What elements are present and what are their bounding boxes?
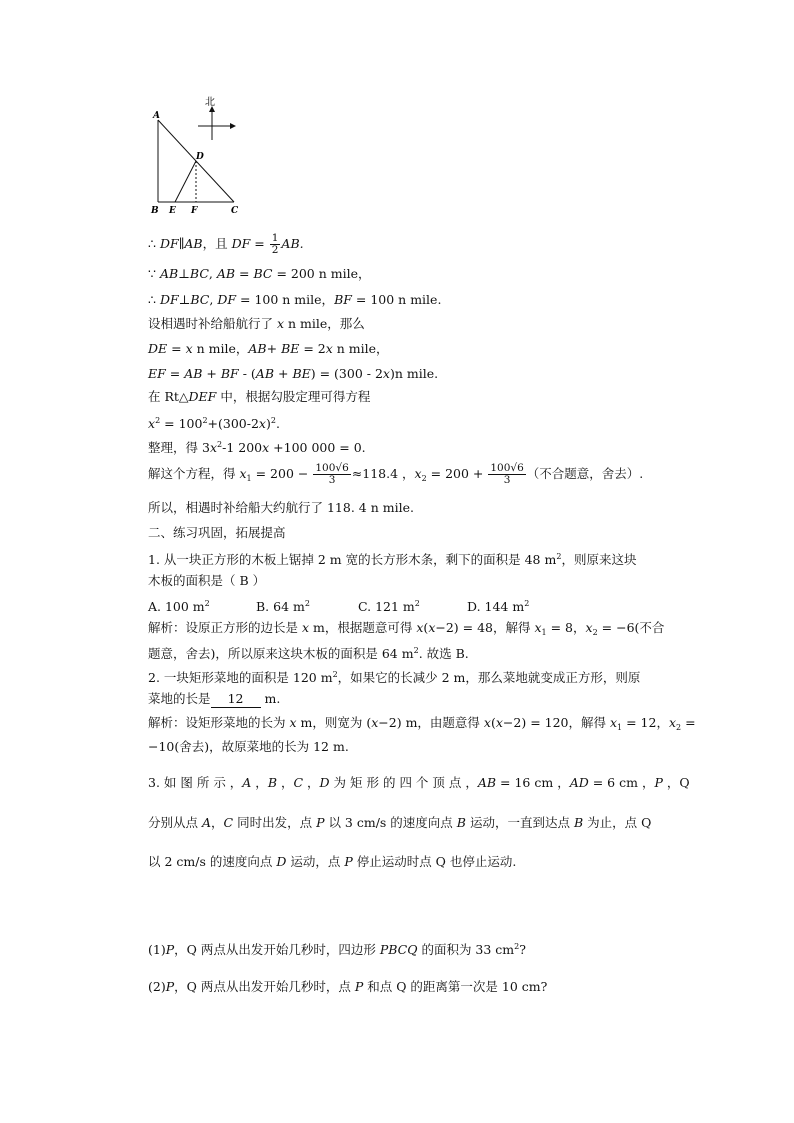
point-f-label: F <box>191 206 198 216</box>
fraction-one-half: $\frac{1}{2}$ <box>271 232 279 256</box>
solution-line-5: DE = x n mile，AB+ BE = 2x n mile， <box>148 341 389 356</box>
q3-line-1: 3. 如 图 所 示 ，A ，B ，C ，D 为 矩 形 的 四 个 顶 点 ，AB = 16 cm ，AD = 6 cm ，P ，Q <box>148 775 690 790</box>
point-b-label: B <box>151 206 159 216</box>
q1-line-2: 木板的面积是（ B ） <box>148 573 266 588</box>
q2-line-1: 2. 一块矩形菜地的面积是 120 $m^2$，如果它的长减少 2 m，那么菜地就变成正方形，则原 <box>148 670 641 685</box>
point-d-label: D <box>196 152 204 162</box>
fraction-root-1: $\frac{100√6}{3}$ <box>315 462 349 486</box>
solution-line-1: ∴ DF∥AB，且 DF = $\frac{1}{2}$ AB. <box>148 232 304 256</box>
north-label: 北 <box>205 97 215 108</box>
segment-de <box>175 161 196 202</box>
solution-line-7: 在 Rt△DEF 中，根据勾股定理可得方程 <box>148 389 371 404</box>
solution-line-4: 设相遇时补给船航行了 x n mile，那么 <box>148 316 365 331</box>
q2-answer-blank: 12 <box>211 691 261 708</box>
point-a-label: A <box>153 111 160 121</box>
solution-line-8: $x^2 = 100^2+(300-2x)^2$. <box>148 416 280 431</box>
q3-line-2: 分别从点 A，C 同时出发，点 P 以 3 cm/s 的速度向点 B 运动，一直到达点 B 为止，点 Q <box>148 815 652 830</box>
solution-line-9: 整理，得 $3x^2-1$ 200x +100 000 = 0. <box>148 440 366 455</box>
q3-line-3: 以 2 cm/s 的速度向点 D 运动，点 P 停止运动时点 Q 也停止运动. <box>148 854 517 869</box>
q1-explanation-1: 解析：设原正方形的边长是 x m，根据题意可得 x(x−2) = 48，解得 $x_1 = 8$，$x_2 = -6$(不合 <box>148 620 665 637</box>
section-title: 二、练习巩固，拓展提高 <box>148 525 286 540</box>
solution-line-6: EF = AB + BF - (AB + BE) = (300 - 2x)n mile. <box>148 366 439 381</box>
q3-subquestion-2: (2)P，Q 两点从出发开始几秒时，点 P 和点 Q 的距离第一次是 10 cm? <box>148 979 548 994</box>
q2-line-2: 菜地的长是 12 m. <box>148 691 281 706</box>
q1-option-d: D. 144 $m^2$ <box>467 599 530 614</box>
q1-line-1: 1. 从一块正方形的木板上锯掉 2 m 宽的长方形木条，剩下的面积是 48 $m^2$，则原来这块 <box>148 552 637 567</box>
point-e-label: E <box>169 206 176 216</box>
compass-east-arrow <box>230 123 236 129</box>
solution-line-2: ∵ AB⊥BC, AB = BC = 200 n mile， <box>148 266 371 281</box>
fraction-root-2: $\frac{100√6}{3}$ <box>490 462 524 486</box>
q2-explanation-2: −10(舍去)，故原菜地的长为 12 m. <box>148 739 349 754</box>
solution-line-11: 所以，相遇时补给船大约航行了 118. 4 n mile. <box>148 500 414 515</box>
q1-option-c: C. 121 $m^2$ <box>358 599 420 614</box>
solution-line-10: 解这个方程，得 $x_1 = 200$ − $\frac{100√6}{3}$ ≈118.4 ，$x_2 = 200$ + $\frac{100√6}{3}$ （不合题意，舍去）. <box>148 462 644 486</box>
point-c-label: C <box>231 206 239 216</box>
q1-option-a: A. 100 $m^2$ <box>148 599 210 614</box>
q1-explanation-2: 题意，舍去)，所以原来这块木板的面积是 64 $m^2$. 故选 B. <box>148 646 469 661</box>
geometry-figure <box>148 96 258 220</box>
north-compass <box>198 96 236 140</box>
q3-subquestion-1: (1)P，Q 两点从出发开始几秒时，四边形 PBCQ 的面积为 33 $cm^2$? <box>148 942 526 957</box>
q1-option-b: B. 64 $m^2$ <box>256 599 310 614</box>
solution-line-3: ∴ DF⊥BC, DF = 100 n mile，BF = 100 n mile. <box>148 292 442 307</box>
q2-explanation-1: 解析：设矩形菜地的长为 x m，则宽为 (x−2) m，由题意得 x(x−2) = 120，解得 $x_1 = 12$，$x_2$ = <box>148 715 696 732</box>
